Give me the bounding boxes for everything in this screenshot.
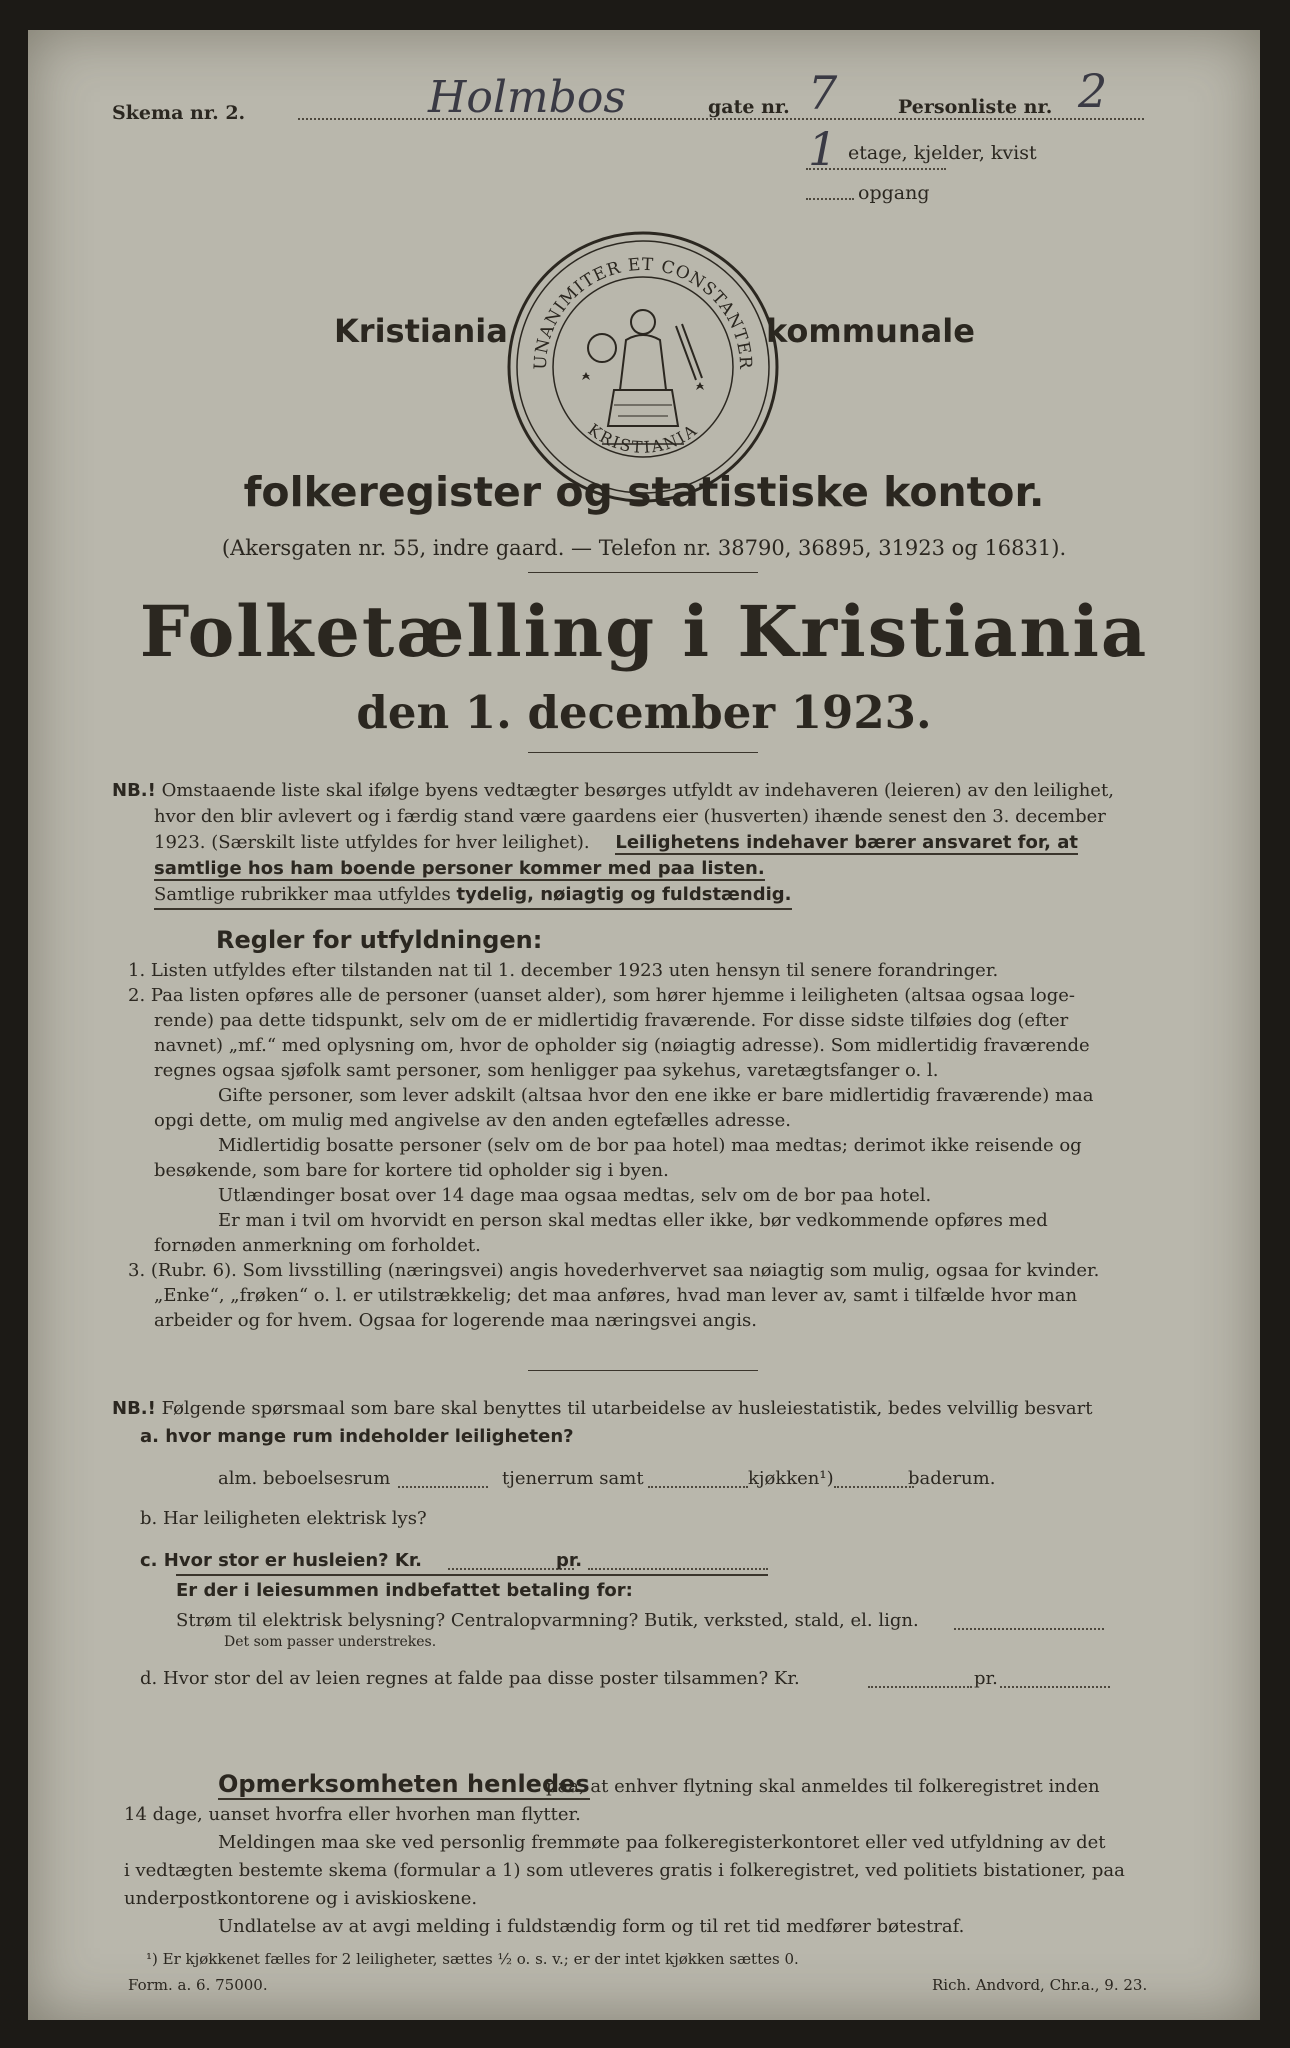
census-form (28, 30, 1260, 2020)
masthead-left: Kristiania (334, 312, 508, 350)
notice-line-1: paa, at enhver flytning skal anmeldes til folkeregistret inden (546, 1776, 1100, 1797)
gate-number-handwritten: 7 (808, 66, 838, 120)
rule-line: besøkende, som bare for kortere tid opholder sig i byen. (154, 1160, 669, 1181)
rule-line: arbeider og for hvem. Ogsaa for logerende maa næringsvei angis. (154, 1310, 757, 1331)
rule-line: Gifte personer, som lever adskilt (altsaa hvor den ene ikke er bare midlertidig fraværende) maa (218, 1085, 1094, 1106)
nb1-text-3b: Leilighetens indehaver bærer ansvaret for, at (615, 832, 1078, 853)
svg-text:UNANIMITER ET CONSTANTER: UNANIMITER ET CONSTANTER (530, 254, 756, 371)
notice-line-5: underpostkontorene og i aviskioskene. (124, 1888, 478, 1909)
office-address: (Akersgaten nr. 55, indre gaard. — Telefon nr. 38790, 36895, 31923 og 16831). (221, 536, 1067, 560)
question-d-pr: pr. (974, 1668, 998, 1689)
rule-line: navnet) „mf.“ med oplysning om, hvor de opholder sig (nøiagtig adresse). Som midlertidig fraværende (154, 1035, 1090, 1056)
nb1-label: NB.! (112, 780, 156, 801)
rule-line: fornøden anmerkning om forholdet. (154, 1235, 481, 1256)
rule-line: 2. Paa listen opføres alle de personer (uanset alder), som hører hjemme i leiligheten (altsaa ogsaa loge- (128, 985, 1076, 1006)
rent-period-line[interactable] (588, 1568, 768, 1570)
notice-title: Opmerksomheten henledes (218, 1770, 590, 1798)
nb1-line-4 (154, 856, 765, 882)
question-c-items-line[interactable] (954, 1628, 1104, 1630)
notice-line-3: Meldingen maa ske ved personlig fremmøte paa folkeregisterkontoret eller ved utfyldning av det (218, 1832, 1106, 1853)
notice-line-6: Undlatelse av at avgi melding i fuldstændig form og til ret tid medfører bøtestraf. (218, 1916, 965, 1937)
opgang-dotted-line (806, 198, 854, 200)
rooms-kjokken: kjøkken¹) (748, 1468, 834, 1489)
divider (176, 1574, 768, 1576)
skema-number: Skema nr. 2. (112, 102, 246, 124)
divider (528, 1370, 758, 1371)
form-number: Form. a. 6. 75000. (128, 1976, 268, 1994)
question-b: b. Har leiligheten elektrisk lys? (140, 1508, 427, 1529)
footnote: ¹) Er kjøkkenet fælles for 2 leiligheter, sættes ½ o. s. v.; er der intet kjøkken sættes 0. (146, 1950, 799, 1968)
rooms-tjener: tjenerrum samt (502, 1468, 644, 1489)
nb1-text-4: samtlige hos ham boende personer kommer med paa listen. (154, 858, 765, 879)
rule-line: Utlændinger bosat over 14 dage maa ogsaa medtas, selv om de bor paa hotel. (218, 1185, 932, 1206)
etage-handwritten: 1 (808, 122, 838, 176)
nb1-text-3a: 1923. (Særskilt liste utfyldes for hver leilighet). (154, 832, 590, 853)
nb1-line-3 (154, 830, 1184, 856)
rule-line: Midlertidig bosatte personer (selv om de bor paa hotel) maa medtas; derimot ikke reisende og (218, 1135, 1082, 1156)
rule-line: 1. Listen utfyldes efter tilstanden nat til 1. december 1923 uten hensyn til senere forandringer. (128, 960, 999, 981)
etage-label: etage, kjelder, kvist (848, 142, 1037, 164)
city-seal-icon (506, 230, 780, 504)
nb2-label: NB.! (112, 1398, 156, 1419)
main-title: Folketælling i Kristiania (139, 590, 1149, 673)
nb1-line-2: hvor den blir avlevert og i færdig stand være gaardens eier (husverten) ihænde senest den 3. december (154, 806, 1106, 827)
rule-line: 3. (Rubr. 6). Som livsstilling (næringsvei) angis hovederhvervet saa nøiagtig som mulig, ogsaa for kvinder. (128, 1260, 1100, 1281)
rule-line: Er man i tvil om hvorvidt en person skal medtas eller ikke, bør vedkommende opføres med (218, 1210, 1048, 1231)
rooms-bad: baderum. (908, 1468, 996, 1489)
notice-line-4: i vedtægten bestemte skema (formular a 1) som utleveres gratis i folkeregistret, ved politiets bistationer, paa (124, 1860, 1125, 1881)
opgang-label: opgang (858, 182, 930, 204)
question-d-amount-line[interactable] (868, 1686, 972, 1688)
question-a: a. hvor mange rum indeholder leiligheten? (140, 1426, 574, 1447)
header-dotted-line (298, 118, 1144, 120)
nb1-line-1 (112, 778, 1172, 804)
rooms-alm-line[interactable] (398, 1486, 488, 1488)
nb1-line-5 (154, 882, 792, 910)
divider (528, 752, 758, 753)
rules-title: Regler for utfyldningen: (216, 926, 543, 954)
rule-line: „Enke“, „frøken“ o. l. er utilstrækkelig; det maa anføres, hvad man lever av, samt i tilfælde hvor man (154, 1285, 1078, 1306)
street-handwritten: Holmbos (428, 72, 626, 123)
gate-label: gate nr. (708, 96, 790, 118)
office-name: folkeregister og statistiske kontor. (243, 468, 1045, 516)
personliste-number-handwritten: 2 (1078, 64, 1108, 118)
question-c: c. Hvor stor er husleien? Kr. (140, 1550, 422, 1571)
etage-dotted-line (806, 168, 946, 170)
nb1-text-1: Omstaaende liste skal ifølge byens vedtægter besørges utfyldt av indehaveren (leieren) av den leilighet, (161, 780, 1114, 801)
nb2-intro-text: Følgende spørsmaal som bare skal benyttes til utarbeidelse av husleiestatistik, bedes velvillig besvart (161, 1398, 1093, 1419)
rule-line: rende) paa dette tidspunkt, selv om de er midlertidig fraværende. For disse sidste tilføies dog (efter (154, 1010, 1069, 1031)
rooms-tjener-line[interactable] (648, 1486, 748, 1488)
printer-credit: Rich. Andvord, Chr.a., 9. 23. (932, 1976, 1148, 1994)
question-d: d. Hvor stor del av leien regnes at falde paa disse poster tilsammen? Kr. (140, 1668, 800, 1689)
nb2-intro (112, 1396, 1172, 1422)
rooms-alm: alm. beboelsesrum (218, 1468, 391, 1489)
question-d-period-line[interactable] (1000, 1686, 1110, 1688)
rule-line: opgi dette, om mulig med angivelse av den anden egtefælles adresse. (154, 1110, 791, 1131)
question-c-items: Strøm til elektrisk belysning? Centralopvarmning? Butik, verksted, stald, el. lign. (176, 1610, 919, 1631)
question-c-pr: pr. (556, 1550, 583, 1571)
masthead-right: kommunale (766, 312, 975, 350)
divider (528, 572, 758, 573)
personliste-label: Personliste nr. (898, 96, 1053, 118)
svg-text:KRISTIANIA: KRISTIANIA (584, 419, 702, 457)
nb1-text-5b: tydelig, nøiagtig og fuldstændig. (456, 884, 792, 905)
sub-title: den 1. december 1923. (356, 686, 932, 739)
question-c-note: Det som passer understrekes. (224, 1634, 437, 1650)
rule-line: regnes ogsaa sjøfolk samt personer, som henligger paa sykehus, varetægtsfanger o. l. (154, 1060, 939, 1081)
question-c-sub: Er der i leiesummen indbefattet betaling for: (176, 1580, 633, 1601)
nb1-text-5a: Samtlige rubrikker maa utfyldes (154, 884, 457, 905)
notice-line-2: 14 dage, uanset hvorfra eller hvorhen man flytter. (124, 1804, 581, 1825)
rooms-kjokken-line[interactable] (834, 1486, 914, 1488)
